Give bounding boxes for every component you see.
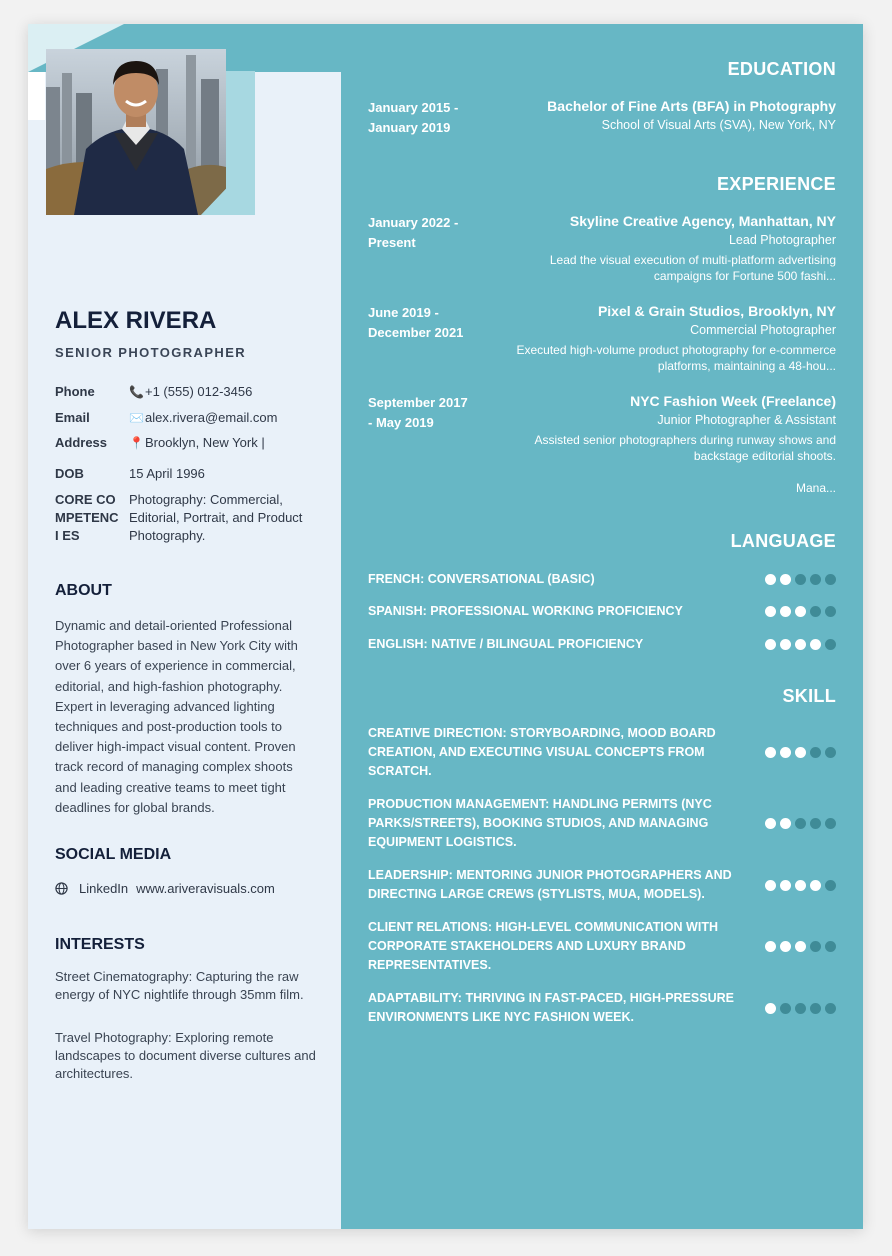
language-row (368, 635, 836, 654)
rating-dot (780, 639, 791, 650)
rating-dot (825, 941, 836, 952)
skill-label: CLIENT RELATIONS: HIGH-LEVEL COMMUNICATION WITH CORPORATE STAKEHOLDERS AND LUXURY BRAND REPRESENTATIVES. (368, 920, 718, 972)
rating-dot (810, 747, 821, 758)
rating-dot (765, 818, 776, 829)
contact-label: DOB (55, 466, 84, 481)
rating-dot (765, 1003, 776, 1014)
experience-entry (496, 302, 836, 374)
competencies-value: Photography: Commercial, Editorial, Portrait, and Product Photography. (129, 492, 303, 543)
about-text: Dynamic and detail-oriented Professional Photographer based in New York City with over 6 years of experience in commercial, editorial, and high-fashion photography. Expert in leveraging advanced lighting techniques and post-production tools to deliver high-impact visual content. Proven track record of managing complex shoots and leading creative teams to meet tight deadlines for global brands. (55, 618, 298, 815)
rating-dot (795, 574, 806, 585)
social-link[interactable] (55, 881, 275, 896)
language-label: ENGLISH: NATIVE / BILINGUAL PROFICIENCY (368, 637, 644, 651)
role-name: Junior Photographer & Assistant (657, 413, 836, 427)
right-column (341, 24, 863, 1229)
school-name: School of Visual Arts (SVA), New York, NY (601, 118, 836, 132)
language-label: FRENCH: CONVERSATIONAL (BASIC) (368, 572, 595, 586)
skill-row (368, 989, 836, 1027)
rating-dot (780, 747, 791, 758)
skill-rating (765, 818, 836, 829)
education-entry (496, 97, 836, 135)
rating-dot (825, 606, 836, 617)
language-row (368, 602, 836, 621)
rating-dot (795, 747, 806, 758)
experience-date: June 2019 - December 2021 (368, 305, 464, 340)
rating-dot (810, 574, 821, 585)
rating-dot (780, 941, 791, 952)
about-heading: ABOUT (55, 582, 112, 599)
company-name: Pixel & Grain Studios, Brooklyn, NY (597, 303, 836, 319)
address-value: Brooklyn, New York | (145, 435, 265, 450)
language-row (368, 570, 836, 589)
language-rating (765, 574, 836, 585)
contact-dob (55, 465, 315, 483)
skill-rating (765, 747, 836, 758)
interest-item: Travel Photography: Exploring remote landscapes to document diverse cultures and architectures. (55, 1030, 316, 1081)
rating-dot (765, 941, 776, 952)
experience-entry (496, 212, 836, 284)
rating-dot (765, 639, 776, 650)
rating-dot (825, 639, 836, 650)
rating-dot (795, 639, 806, 650)
rating-dot (810, 818, 821, 829)
skill-heading: SKILL (782, 686, 836, 706)
contact-address (55, 434, 315, 452)
rating-dot (810, 606, 821, 617)
social-heading: SOCIAL MEDIA (55, 846, 172, 863)
left-column (28, 24, 341, 1229)
rating-dot (825, 818, 836, 829)
role-description: Assisted senior photographers during runway shows and backstage editorial shoots. (534, 433, 836, 463)
rating-dot (810, 639, 821, 650)
job-title: SENIOR PHOTOGRAPHER (55, 345, 247, 360)
rating-dot (780, 818, 791, 829)
experience-date: January 2022 - Present (368, 215, 459, 250)
dob-value: 15 April 1996 (129, 466, 205, 481)
rating-dot (765, 606, 776, 617)
language-label: SPANISH: PROFESSIONAL WORKING PROFICIENCY (368, 604, 683, 618)
contact-label: CORE CO MPETENCI ES (55, 492, 119, 543)
contact-competencies (55, 491, 315, 545)
skill-label: PRODUCTION MANAGEMENT: HANDLING PERMITS (NYC PARKS/STREETS), BOOKING STUDIOS, AND MANAGING EQUIPMENT LOGISTICS. (368, 797, 712, 849)
pin-icon: 📍 (129, 436, 144, 450)
skill-label: CREATIVE DIRECTION: STORYBOARDING, MOOD BOARD CREATION, AND EXECUTING VISUAL CONCEPTS FROM SCRATCH. (368, 726, 716, 778)
globe-icon (55, 882, 68, 895)
more-text: Mana... (795, 481, 836, 495)
rating-dot (780, 606, 791, 617)
company-name: Skyline Creative Agency, Manhattan, NY (569, 213, 836, 229)
rating-dot (765, 747, 776, 758)
rating-dot (825, 880, 836, 891)
experience-date: September 2017 - May 2019 (368, 395, 468, 430)
degree-title: Bachelor of Fine Arts (BFA) in Photography (547, 98, 836, 114)
contact-label: Email (55, 410, 90, 425)
rating-dot (765, 574, 776, 585)
language-rating (765, 606, 836, 617)
rating-dot (825, 747, 836, 758)
role-name: Commercial Photographer (690, 323, 836, 337)
rating-dot (780, 574, 791, 585)
role-name: Lead Photographer (728, 233, 836, 247)
rating-dot (810, 1003, 821, 1014)
phone-icon: 📞 (129, 385, 144, 399)
interest-item: Street Cinematography: Capturing the raw energy of NYC nightlife through 35mm film. (55, 969, 304, 1002)
person-name: ALEX RIVERA (55, 307, 217, 334)
resume-sheet (28, 24, 863, 1229)
profile-photo (46, 49, 226, 215)
skill-row (368, 724, 836, 781)
rating-dot (795, 1003, 806, 1014)
rating-dot (810, 941, 821, 952)
skill-row (368, 795, 836, 852)
rating-dot (780, 1003, 791, 1014)
rating-dot (810, 880, 821, 891)
skill-rating (765, 941, 836, 952)
portrait-image (46, 49, 226, 215)
experience-entry (496, 392, 836, 464)
skill-row (368, 866, 836, 904)
email-value[interactable]: alex.rivera@email.com (145, 410, 278, 425)
education-date: January 2015 - January 2019 (368, 100, 459, 135)
rating-dot (825, 1003, 836, 1014)
experience-heading: EXPERIENCE (716, 174, 836, 194)
contact-label: Address (55, 435, 108, 450)
rating-dot (780, 880, 791, 891)
company-name: NYC Fashion Week (Freelance) (630, 393, 836, 409)
interests-heading: INTERESTS (55, 936, 145, 953)
side-decoration (28, 72, 45, 120)
skill-label: ADAPTABILITY: THRIVING IN FAST-PACED, HIGH-PRESSURE ENVIRONMENTS LIKE NYC FASHION WEEK. (368, 991, 734, 1024)
education-heading: EDUCATION (727, 59, 836, 79)
role-description: Executed high-volume product photography for e-commerce platforms, maintaining a 48-hou... (516, 343, 836, 373)
skill-rating (765, 880, 836, 891)
phone-value[interactable]: +1 (555) 012-3456 (145, 384, 253, 399)
role-description: Lead the visual execution of multi-platform advertising campaigns for Fortune 500 fashi... (549, 253, 836, 283)
rating-dot (825, 574, 836, 585)
rating-dot (795, 818, 806, 829)
social-network: LinkedIn (79, 881, 129, 896)
language-rating (765, 639, 836, 650)
skill-rating (765, 1003, 836, 1014)
rating-dot (795, 606, 806, 617)
skill-row (368, 918, 836, 975)
contact-label: Phone (55, 384, 95, 399)
rating-dot (765, 880, 776, 891)
contact-email (55, 409, 315, 427)
rating-dot (795, 880, 806, 891)
skill-label: LEADERSHIP: MENTORING JUNIOR PHOTOGRAPHERS AND DIRECTING LARGE CREWS (STYLISTS, MUA, MODELS). (368, 868, 732, 901)
rating-dot (795, 941, 806, 952)
contact-phone (55, 383, 315, 401)
language-heading: LANGUAGE (730, 531, 836, 551)
social-url[interactable]: www.ariveravisuals.com (136, 881, 275, 896)
mail-icon: ✉️ (129, 411, 144, 425)
